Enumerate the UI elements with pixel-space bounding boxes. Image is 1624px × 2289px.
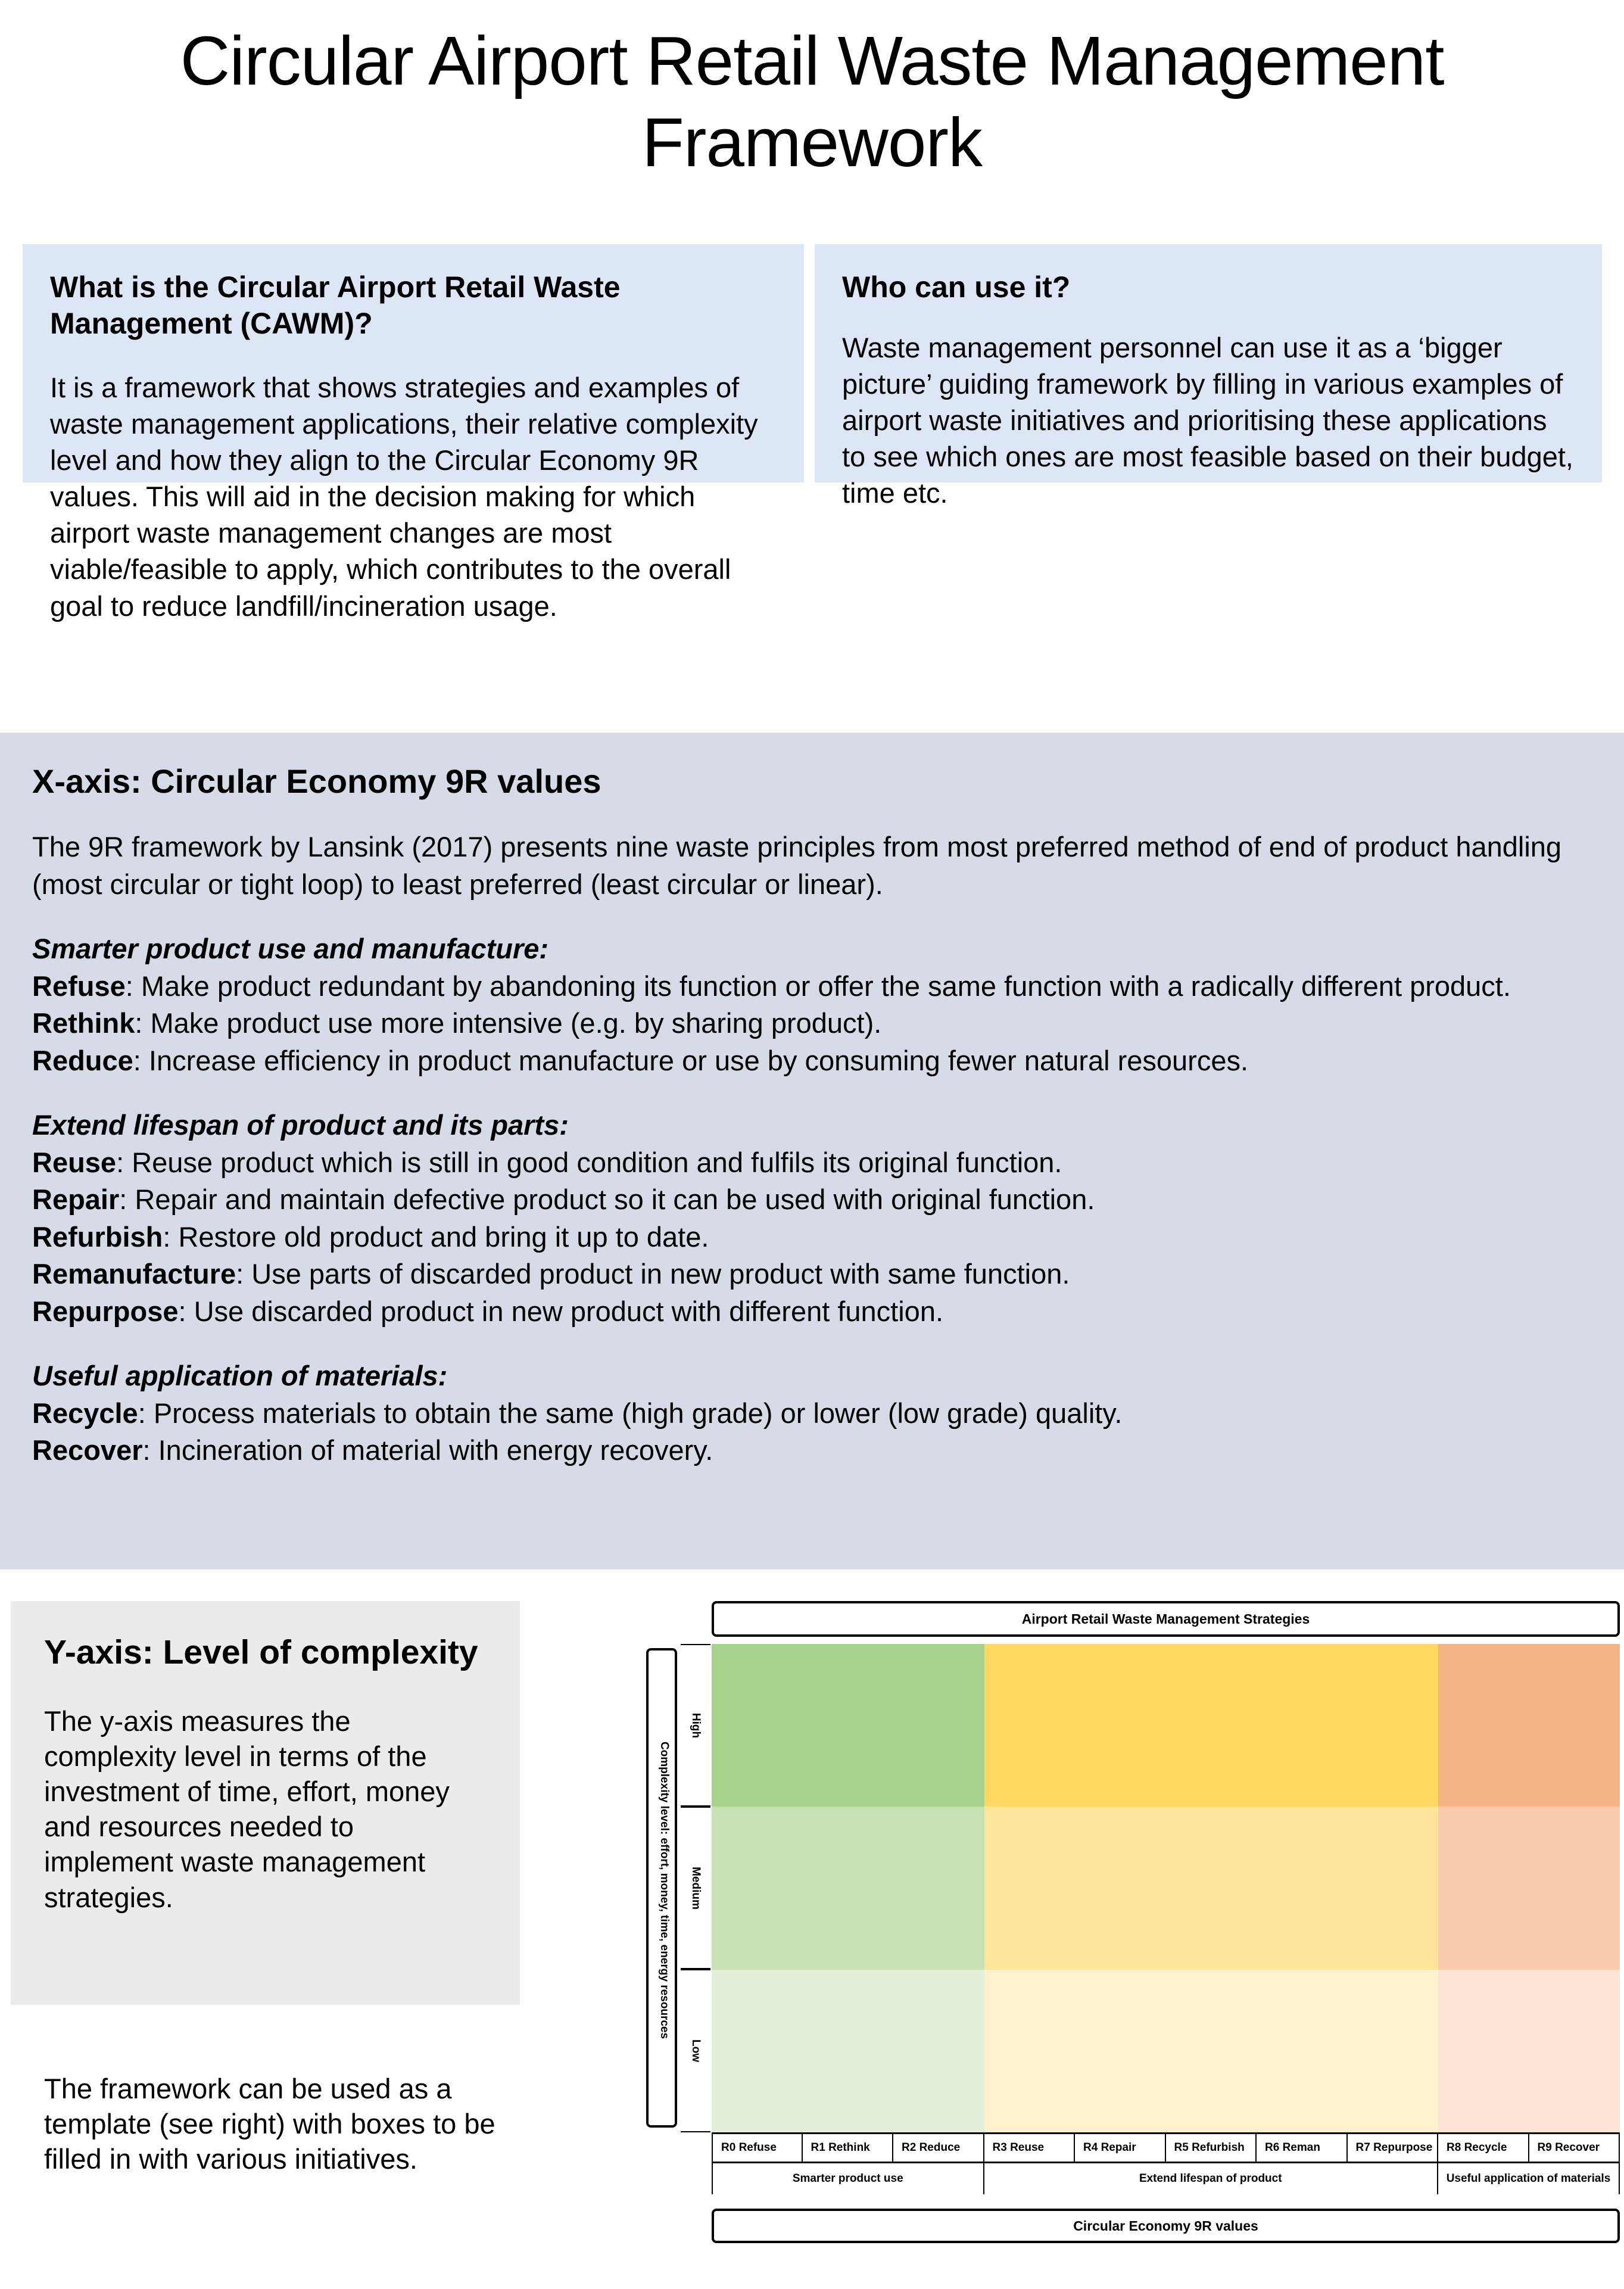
definition: : Repair and maintain defective product so it can be used with original function. (119, 1184, 1095, 1216)
definition: : Incineration of material with energy recovery. (142, 1434, 713, 1466)
term: Repurpose (32, 1295, 179, 1327)
matrix-cell-high-smarter[interactable] (712, 1644, 984, 1807)
framework-x-tick-label-row (712, 2132, 1620, 2163)
framework-y-tier-medium (681, 1807, 710, 1969)
xaxis-heading: X-axis: Circular Economy 9R values (32, 762, 601, 800)
x-tick-r8: R8 Recycle (1438, 2134, 1529, 2162)
definition: : Restore old product and bring it up to date. (163, 1220, 709, 1253)
x-tick-r6: R6 Reman (1257, 2134, 1348, 2162)
yaxis-explanation-box (11, 1601, 520, 2005)
yaxis-heading: Y-axis: Level of complexity (44, 1633, 478, 1671)
x-group-smarter-product-use: Smarter product use (712, 2163, 984, 2194)
nine-r-group-extend-lifespan (32, 1107, 1592, 1330)
nine-r-item-rethink (32, 1005, 1592, 1042)
nine-r-group-useful-application (32, 1357, 1592, 1469)
matrix-cell-medium-smarter[interactable] (712, 1807, 984, 1969)
xaxis-intro-text: The 9R framework by Lansink (2017) presents nine waste principles from most preferred method of end of product handling (most circular or tight loop) to least preferred (least circular or linear). (32, 831, 1562, 900)
matrix-cell-medium-useful[interactable] (1438, 1807, 1620, 1969)
framework-y-tier-label: Low (690, 2039, 702, 2062)
info-box-heading: What is the Circular Airport Retail Waste Management (CAWM)? (50, 270, 621, 340)
definition: : Process materials to obtain the same (high grade) or lower (low grade) quality. (138, 1397, 1123, 1429)
framework-y-tier-label: Medium (690, 1866, 702, 1910)
info-box-what-is-cawm (23, 244, 804, 622)
definition: : Reuse product which is still in good condition and fulfils its original function. (116, 1146, 1062, 1178)
nine-r-item-refuse (32, 968, 1592, 1005)
term: Recover (32, 1434, 143, 1466)
framework-x-group-row (712, 2163, 1620, 2194)
term: Reduce (32, 1044, 133, 1076)
nine-r-item-repair (32, 1181, 1592, 1219)
group-title: Extend lifespan of product and its parts: (32, 1109, 569, 1141)
framework-y-axis-title-box (646, 1648, 677, 2128)
info-box-body: Waste management personnel can use it as a ‘bigger picture’ guiding framework by filling in various examples of airport waste initiatives and prioritising these applications to see which ones are most feasible based on their budget, time etc. (842, 332, 1573, 509)
nine-r-item-reuse (32, 1144, 1592, 1182)
nine-r-item-recover (32, 1432, 1592, 1469)
framework-x-axis-title-bar (712, 2209, 1620, 2243)
nine-r-item-recycle (32, 1395, 1592, 1432)
term: Refuse (32, 970, 126, 1002)
x-tick-r0: R0 Refuse (712, 2134, 803, 2162)
nine-r-item-reduce (32, 1042, 1592, 1080)
group-title: Useful application of materials: (32, 1360, 448, 1392)
nine-r-item-refurbish (32, 1219, 1592, 1256)
definition: : Increase efficiency in product manufacture or use by consuming fewer natural resources. (133, 1044, 1249, 1076)
term: Rethink (32, 1007, 135, 1039)
x-tick-r5: R5 Refurbish (1166, 2134, 1257, 2162)
framework-y-tier-label: High (690, 1712, 702, 1738)
yaxis-body: The y-axis measures the complexity level in terms of the investment of time, effort, money and resources needed to implement waste management strategies. (44, 1705, 450, 1913)
matrix-cell-low-smarter[interactable] (712, 1970, 984, 2132)
definition: : Use discarded product in new product with different function. (178, 1295, 944, 1327)
x-tick-r2: R2 Reduce (893, 2134, 984, 2162)
definition: : Use parts of discarded product in new product with same function. (236, 1258, 1070, 1290)
template-note-text: The framework can be used as a template (see right) with boxes to be filled in with various initiatives. (44, 2073, 495, 2175)
framework-top-title-bar (712, 1601, 1620, 1637)
x-tick-r7: R7 Repurpose (1348, 2134, 1439, 2162)
x-tick-r3: R3 Reuse (984, 2134, 1076, 2162)
term: Remanufacture (32, 1258, 236, 1290)
definition: : Make product redundant by abandoning its function or offer the same function with a radically different product. (125, 970, 1511, 1002)
x-group-extend-lifespan: Extend lifespan of product (984, 2163, 1439, 2194)
framework-matrix-diagram (646, 1584, 1620, 2281)
term: Refurbish (32, 1220, 163, 1253)
term: Repair (32, 1184, 120, 1216)
term: Reuse (32, 1146, 117, 1178)
x-tick-r9: R9 Recover (1529, 2134, 1620, 2162)
matrix-cell-high-useful[interactable] (1438, 1644, 1620, 1807)
matrix-cell-high-extend[interactable] (984, 1644, 1439, 1807)
framework-x-axis-title-text: Circular Economy 9R values (1073, 2218, 1258, 2234)
framework-y-tier-high (681, 1644, 710, 1807)
xaxis-explanation-panel (0, 733, 1624, 1569)
group-title: Smarter product use and manufacture: (32, 933, 549, 965)
x-tick-r4: R4 Repair (1075, 2134, 1166, 2162)
x-group-useful-application: Useful application of materials (1438, 2163, 1620, 2194)
matrix-cell-medium-extend[interactable] (984, 1807, 1439, 1969)
matrix-cell-low-extend[interactable] (984, 1970, 1439, 2132)
framework-y-axis-title-text: Complexity level: effort, money, time, energy resources (658, 1741, 671, 2039)
term: Recycle (32, 1397, 138, 1429)
info-box-body: It is a framework that shows strategies and examples of waste management applications, their relative complexity level and how they align to the Circular Economy 9R values. This will aid in the decision making for which airport waste management changes are most viable/feasible to apply, which contributes to the overall goal to reduce landfill/incineration usage. (50, 372, 758, 622)
nine-r-item-remanufacture (32, 1256, 1592, 1293)
x-tick-r1: R1 Rethink (803, 2134, 894, 2162)
page-title: Circular Airport Retail Waste Management Framework (180, 22, 1444, 181)
definition: : Make product use more intensive (e.g. by sharing product). (135, 1007, 882, 1039)
nine-r-group-smarter-product-use (32, 930, 1592, 1079)
info-box-who-can-use-it (815, 244, 1602, 509)
matrix-cell-low-useful[interactable] (1438, 1970, 1620, 2132)
framework-colour-matrix (712, 1644, 1620, 2132)
info-box-heading: Who can use it? (842, 270, 1071, 304)
framework-top-title-text: Airport Retail Waste Management Strategies (1021, 1611, 1310, 1627)
framework-y-tier-low (681, 1969, 710, 2132)
intro-boxes-row (23, 244, 1602, 622)
nine-r-item-repurpose (32, 1293, 1592, 1331)
